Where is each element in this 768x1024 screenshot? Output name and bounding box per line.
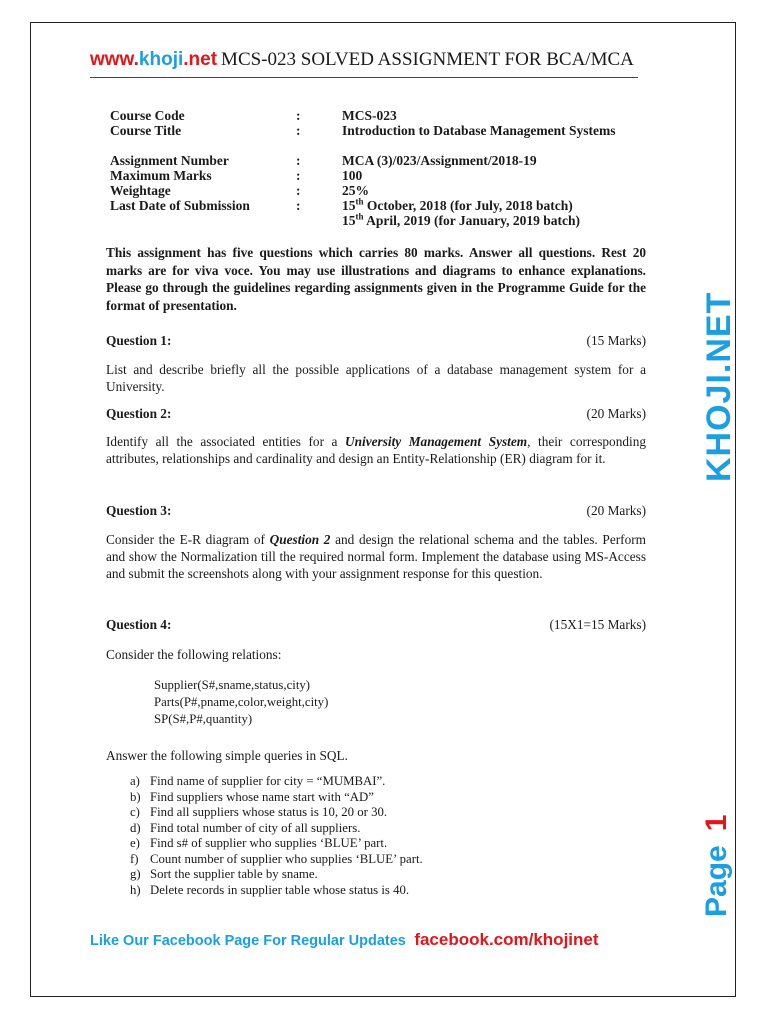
page-number: 1 (700, 814, 733, 832)
site-net[interactable]: .net (183, 49, 218, 70)
list-item (130, 821, 423, 837)
question-1-text: List and describe briefly all the possible applications of a database management system for a University. (106, 362, 646, 394)
question-3-heading (106, 503, 646, 521)
info-value: 25% (342, 183, 369, 198)
relation-supplier: Supplier(S#,sname,status,city) (154, 678, 311, 692)
list-text: Find total number of city of all suppliers. (150, 820, 361, 835)
date-rest: October, 2018 (for July, 2018 batch) (363, 198, 573, 213)
list-item (130, 852, 423, 868)
date-suffix: th (355, 196, 364, 207)
question-title: Question 3: (106, 503, 172, 518)
info-colon: : (296, 153, 301, 168)
question-marks: (20 Marks) (586, 406, 646, 421)
info-value: 100 (342, 168, 363, 183)
question-marks: (15X1=15 Marks) (549, 617, 646, 632)
text-part: Identify all the associated entities for a (106, 434, 346, 449)
site-khoji[interactable]: khoji (138, 49, 184, 70)
info-value: MCS-023 (342, 108, 397, 123)
question-title: Question 1: (106, 333, 172, 348)
text-emphasis: Question 2 (269, 532, 331, 547)
relation-sp: SP(S#,P#,quantity) (154, 712, 253, 726)
info-colon: : (296, 123, 301, 138)
text-part: , their corresponding attributes, relationships and cardinality and design an Entity-Relationship (ER) diagram for it. (106, 434, 646, 466)
list-text: Find all suppliers whose status is 10, 20 or 30. (150, 805, 388, 819)
site-www[interactable]: www. (90, 49, 139, 70)
info-value (342, 198, 632, 228)
info-value: Introduction to Database Management Systems (342, 123, 616, 138)
list-marker: g) (130, 867, 141, 881)
list-item (130, 867, 423, 883)
question-title: Question 4: (106, 617, 172, 632)
question-2-text (106, 433, 646, 467)
header-divider (90, 77, 638, 78)
header-title: MCS-023 SOLVED ASSIGNMENT FOR BCA/MCA (221, 49, 634, 70)
list-marker: c) (130, 805, 140, 819)
page-footer (90, 930, 599, 950)
question-2-heading (106, 406, 646, 424)
question-marks: (15 Marks) (586, 333, 646, 348)
side-page-number (700, 815, 734, 917)
list-marker: a) (130, 774, 140, 788)
list-marker: h) (130, 882, 141, 897)
info-colon: : (296, 108, 301, 123)
list-marker: d) (130, 820, 141, 835)
date-rest: April, 2019 (for January, 2019 batch) (363, 213, 581, 228)
facebook-link[interactable]: facebook.com/khojinet (414, 930, 599, 949)
list-text: Find s# of supplier who supplies ‘BLUE’ part. (150, 836, 388, 850)
question-4-text: Consider the following relations: (106, 647, 282, 662)
list-marker: f) (130, 851, 139, 866)
side-brand-watermark: KHOJI.NET (700, 291, 738, 482)
list-marker: b) (130, 789, 141, 804)
text-part: Consider the E-R diagram of (106, 532, 270, 547)
list-item (130, 805, 423, 821)
question-4-heading (106, 617, 646, 635)
footer-text: Like Our Facebook Page For Regular Updates (90, 933, 406, 949)
list-item (130, 836, 423, 852)
page-header (90, 49, 634, 71)
question-title: Question 2: (106, 406, 172, 421)
page-label: Page (700, 845, 733, 917)
list-text: Find suppliers whose name start with “AD” (150, 789, 374, 804)
sql-intro: Answer the following simple queries in SQL. (106, 748, 348, 763)
info-value: MCA (3)/023/Assignment/2018-19 (342, 153, 537, 168)
list-text: Sort the supplier table by sname. (150, 867, 318, 881)
relation-parts: Parts(P#,pname,color,weight,city) (154, 695, 329, 709)
info-label: Assignment Number (110, 153, 229, 168)
list-text: Find name of supplier for city = “MUMBAI”. (150, 774, 386, 788)
question-1-heading (106, 333, 646, 351)
info-colon: : (296, 168, 301, 183)
list-text: Delete records in supplier table whose status is 40. (150, 882, 410, 897)
date-suffix: th (355, 211, 364, 222)
text-emphasis: University Management System (345, 434, 528, 449)
question-marks: (20 Marks) (586, 503, 646, 518)
relations-block (154, 677, 328, 728)
info-colon: : (296, 198, 301, 213)
info-label: Maximum Marks (110, 168, 212, 183)
list-item (130, 790, 423, 806)
list-item (130, 883, 423, 899)
info-label: Course Code (110, 108, 185, 123)
info-colon: : (296, 183, 301, 198)
text-part: and design the relational schema and the tables. Perform and show the Normalization till the required normal form. Implement the database using MS-Access and submit the screenshots along with your assignment response for this question. (106, 532, 646, 581)
list-item (130, 774, 423, 790)
info-label: Course Title (110, 123, 182, 138)
list-text: Count number of supplier who supplies ‘BLUE’ part. (150, 851, 423, 866)
date-day: 15 (342, 198, 356, 213)
info-label: Weightage (110, 183, 171, 198)
info-label: Last Date of Submission (110, 198, 250, 213)
date-day: 15 (342, 213, 356, 228)
list-marker: e) (130, 836, 140, 850)
sql-query-list (130, 774, 423, 898)
intro-paragraph: This assignment has five questions which carries 80 marks. Answer all questions. Rest 20 marks are for viva voce. You may use illustrations and diagrams to enhance explanations. Please go through the guidelines regarding assignments given in the Programme Guide for the format of presentation. (106, 245, 646, 313)
question-3-text (106, 531, 646, 582)
